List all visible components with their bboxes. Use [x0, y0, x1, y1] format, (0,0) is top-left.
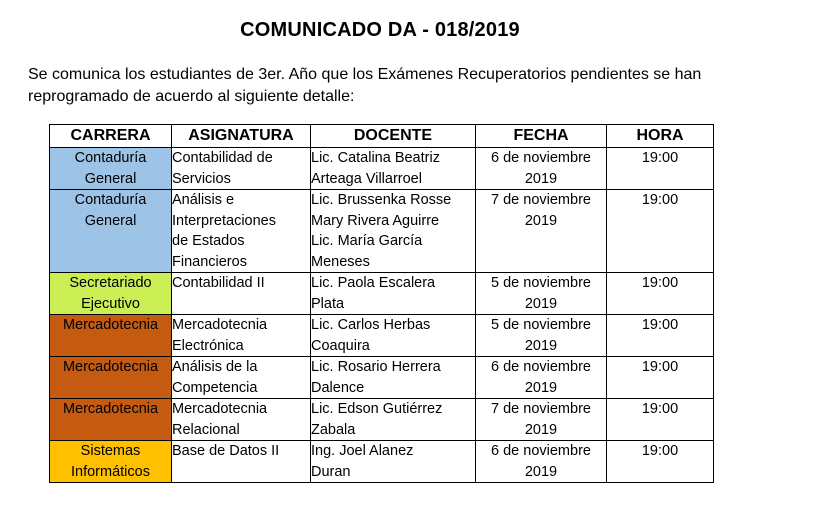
cell-carrera [50, 315, 172, 357]
cell-hora: 19:00 [607, 315, 714, 357]
cell-fecha-line: 5 de noviembre [491, 275, 591, 291]
cell-asignatura-line: Análisis de la [172, 359, 258, 375]
cell-fecha [476, 357, 607, 399]
cell-hora: 19:00 [607, 357, 714, 399]
cell-asignatura-line: Contabilidad II [172, 275, 265, 291]
cell-fecha-line: 2019 [524, 295, 558, 312]
cell-asignatura [172, 190, 311, 273]
cell-asignatura-line: Competencia [172, 379, 258, 396]
cell-carrera [50, 273, 172, 315]
table-header-row [50, 125, 714, 148]
cell-docente-line: Meneses [311, 253, 370, 270]
cell-carrera-line: Mercadotecnia [62, 317, 159, 333]
header-docente: DOCENTE [311, 125, 476, 148]
cell-fecha-line: 6 de noviembre [491, 150, 591, 166]
cell-carrera [50, 190, 172, 273]
cell-carrera [50, 399, 172, 441]
cell-fecha-line: 2019 [524, 463, 558, 480]
cell-docente [311, 190, 476, 273]
cell-docente [311, 441, 476, 483]
cell-carrera [50, 357, 172, 399]
cell-fecha-line: 6 de noviembre [491, 443, 591, 459]
cell-docente-line: Lic. Rosario Herrera [311, 359, 441, 375]
table-row [50, 399, 714, 441]
cell-docente-line: Zabala [311, 421, 356, 438]
cell-asignatura [172, 357, 311, 399]
cell-fecha-line: 6 de noviembre [491, 359, 591, 375]
header-asignatura: ASIGNATURA [172, 125, 311, 148]
cell-docente-line: Ing. Joel Alanez [311, 443, 414, 459]
cell-carrera [50, 148, 172, 190]
cell-carrera-line: Contaduría [74, 150, 147, 166]
cell-carrera-line: Contaduría [74, 192, 147, 208]
cell-fecha-line: 2019 [524, 212, 558, 229]
cell-asignatura [172, 441, 311, 483]
cell-asignatura [172, 273, 311, 315]
cell-fecha [476, 315, 607, 357]
table-row [50, 315, 714, 357]
cell-hora: 19:00 [607, 190, 714, 273]
cell-fecha-line: 5 de noviembre [491, 317, 591, 333]
cell-fecha-line: 7 de noviembre [491, 401, 591, 417]
cell-asignatura-line: Mercadotecnia [172, 401, 268, 417]
cell-carrera-line: Secretariado [69, 275, 152, 291]
cell-asignatura-line: de Estados [172, 233, 245, 249]
cell-carrera-line: General [84, 212, 137, 229]
cell-asignatura-line: Relacional [172, 421, 240, 438]
cell-asignatura [172, 399, 311, 441]
cell-docente-line: Lic. María García [311, 233, 423, 249]
table-row [50, 273, 714, 315]
cell-docente-line: Plata [311, 295, 345, 312]
cell-hora: 19:00 [607, 441, 714, 483]
cell-asignatura-line: Base de Datos II [172, 443, 280, 459]
cell-asignatura-line: Electrónica [172, 337, 244, 354]
cell-fecha-line: 2019 [524, 379, 558, 396]
cell-docente [311, 399, 476, 441]
table-row [50, 190, 714, 273]
cell-carrera-line: Ejecutivo [81, 295, 140, 312]
table-row [50, 357, 714, 399]
cell-asignatura-line: Análisis e [172, 192, 235, 208]
cell-docente-line: Duran [311, 463, 351, 480]
table-row [50, 148, 714, 190]
header-carrera: CARRERA [50, 125, 172, 148]
cell-docente-line: Lic. Brussenka Rosse [311, 192, 452, 208]
cell-asignatura [172, 148, 311, 190]
table-body [50, 148, 714, 483]
cell-fecha-line: 2019 [524, 421, 558, 438]
cell-fecha-line: 2019 [524, 337, 558, 354]
cell-fecha [476, 399, 607, 441]
cell-docente [311, 357, 476, 399]
cell-docente-line: Lic. Edson Gutiérrez [311, 401, 443, 417]
cell-docente [311, 273, 476, 315]
cell-carrera-line: Mercadotecnia [62, 401, 159, 417]
cell-docente-line: Dalence [311, 379, 365, 396]
cell-docente [311, 148, 476, 190]
cell-docente-line: Mary Rivera Aguirre [311, 212, 440, 229]
document-title: COMUNICADO DA - 018/2019 [240, 19, 520, 41]
cell-carrera [50, 441, 172, 483]
cell-fecha-line: 2019 [524, 170, 558, 187]
cell-docente-line: Coaquira [311, 337, 370, 354]
header-fecha: FECHA [476, 125, 607, 148]
cell-fecha [476, 148, 607, 190]
cell-docente-line: Lic. Paola Escalera [311, 275, 436, 291]
cell-fecha-line: 7 de noviembre [491, 192, 591, 208]
cell-docente [311, 315, 476, 357]
exam-schedule-table [49, 124, 714, 483]
cell-carrera-line: General [84, 170, 137, 187]
cell-asignatura-line: Contabilidad de [172, 150, 273, 166]
cell-docente-line: Lic. Carlos Herbas [311, 317, 431, 333]
cell-fecha [476, 441, 607, 483]
cell-asignatura-line: Mercadotecnia [172, 317, 268, 333]
cell-fecha [476, 190, 607, 273]
header-hora: HORA [607, 125, 714, 148]
cell-hora: 19:00 [607, 273, 714, 315]
table-row [50, 441, 714, 483]
cell-hora: 19:00 [607, 148, 714, 190]
intro-paragraph: Se comunica los estudiantes de 3er. Año que los Exámenes Recuperatorios pendientes se han reprogramado de acuerdo al siguiente detalle: [28, 66, 702, 105]
cell-fecha [476, 273, 607, 315]
cell-asignatura-line: Financieros [172, 253, 247, 270]
cell-hora: 19:00 [607, 399, 714, 441]
cell-docente-line: Arteaga Villarroel [311, 170, 422, 187]
cell-asignatura [172, 315, 311, 357]
cell-docente-line: Lic. Catalina Beatriz [311, 150, 440, 166]
cell-carrera-line: Sistemas [80, 443, 141, 459]
cell-asignatura-line: Servicios [172, 170, 231, 187]
cell-asignatura-line: Interpretaciones [172, 212, 276, 229]
cell-carrera-line: Informáticos [71, 463, 150, 480]
cell-carrera-line: Mercadotecnia [62, 359, 159, 375]
